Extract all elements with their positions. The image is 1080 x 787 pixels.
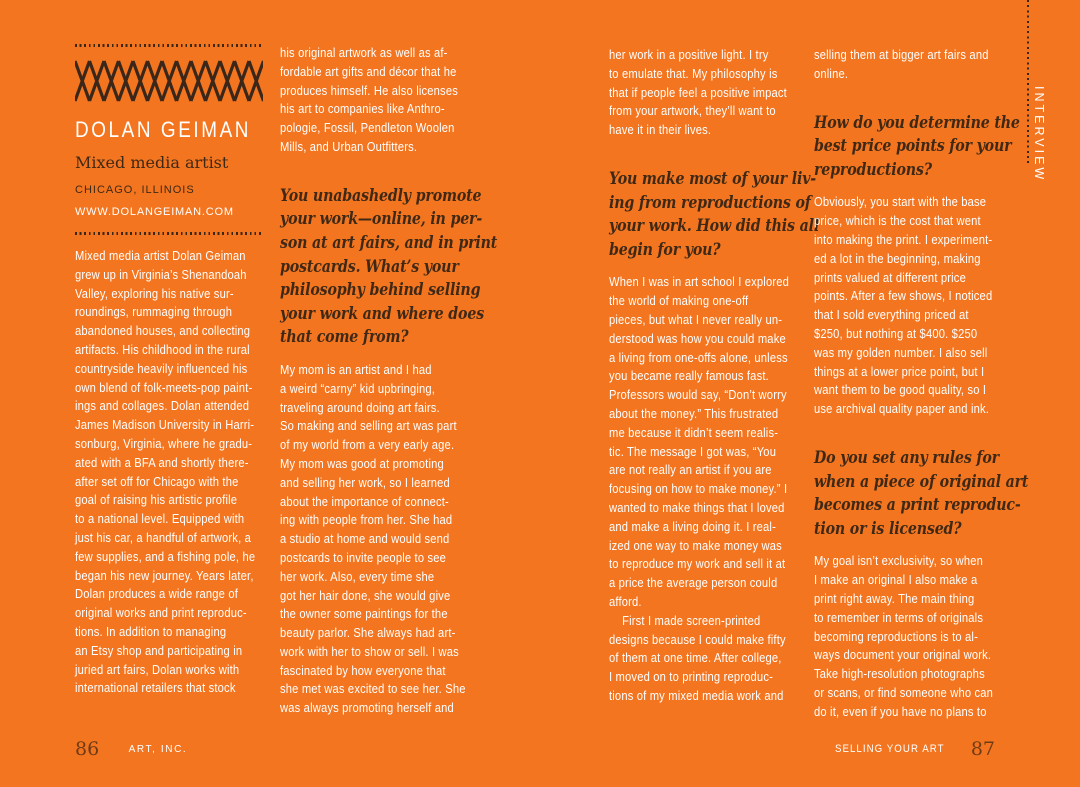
paragraph — [75, 247, 267, 698]
text-line: that if people feel a positive impact — [609, 84, 787, 100]
text-line: ated with a BFA and shortly there- — [75, 454, 249, 470]
chapter-title: SELLING YOUR ART — [834, 743, 945, 755]
text-line: James Madison University in Harri- — [75, 417, 255, 433]
text-line: do it, even if you have no plans to — [814, 703, 987, 719]
paragraph — [609, 273, 801, 705]
text-line: Obviously, you start with the base — [814, 194, 987, 210]
text-line: of them at one time. After college, — [609, 650, 782, 666]
text-line: print right away. The main thing — [814, 590, 975, 606]
text-line: original works and print reproduc- — [75, 605, 247, 621]
column-four — [814, 46, 1029, 721]
text-line: to emulate that. My philosophy is — [609, 65, 778, 81]
text-line: traveling around doing art fairs. — [280, 399, 440, 415]
artist-website: WWW.DOLANGEIMAN.COM — [75, 206, 234, 218]
text-line: after set off for Chicago with the — [75, 473, 239, 489]
book-title: ART, INC. — [128, 744, 188, 755]
text-line: points. After a few shows, I noticed — [814, 288, 993, 304]
text-line: or scans, or find someone who can — [814, 684, 994, 700]
text-line: postcards. What’s your — [280, 256, 459, 276]
text-line: I moved on to printing reproduc- — [609, 669, 773, 685]
text-line: tions. In addition to managing — [75, 623, 227, 639]
text-line: abandoned houses, and collecting — [75, 323, 251, 339]
text-line: she met was excited to see her. She — [280, 681, 466, 697]
text-line: from your artwork, they’ll want to — [609, 103, 776, 119]
text-line: her work. Also, every time she — [280, 568, 435, 584]
x-lattice-pattern-icon — [75, 60, 263, 102]
text-line: Dolan produces a wide range of — [75, 586, 239, 602]
dotted-rule-top — [75, 44, 263, 47]
text-line: an Etsy shop and participating in — [75, 642, 243, 658]
text-line: online. — [814, 65, 849, 81]
text-line: the owner some paintings for the — [280, 606, 448, 622]
text-line: his original artwork as well as af- — [280, 45, 448, 60]
text-line: pieces, but what I never really un- — [609, 311, 783, 327]
text-line: ing from reproductions of — [609, 192, 811, 212]
text-line: that I sold everything priced at — [814, 307, 969, 323]
text-line: a weird “carny” kid upbringing, — [280, 380, 436, 396]
text-line: of my world from a very early age. — [280, 437, 455, 453]
artist-location: CHICAGO, ILLINOIS — [75, 184, 195, 196]
column-intro — [75, 247, 267, 698]
text-line: prints valued at different price — [814, 269, 966, 285]
text-line: me because it didn’t seem realis- — [609, 424, 779, 440]
text-line: I make an original I also make a — [814, 572, 978, 588]
text-line: Take high-resolution photographs — [814, 666, 985, 682]
text-line: a living from one-offs alone, unless — [609, 349, 788, 365]
text-line: My mom was good at promoting — [280, 455, 444, 471]
text-line: work with her to show or sell. I was — [280, 643, 459, 659]
page-number-right: 87 — [970, 738, 995, 760]
paragraph — [280, 361, 472, 718]
column-two — [280, 44, 498, 718]
text-line: reproductions? — [814, 159, 932, 179]
interview-question — [814, 446, 1029, 540]
text-line: roundings, rummaging through — [75, 304, 233, 320]
paragraph — [814, 552, 1006, 721]
text-line: becoming reproductions is to al- — [814, 628, 978, 644]
text-line: How do you determine the — [814, 112, 1020, 132]
text-line: philosophy behind selling — [280, 280, 481, 300]
text-line: goal of raising his artistic profile — [75, 492, 238, 508]
text-line: beauty parlor. She always had art- — [280, 625, 456, 641]
text-line: ing with people from her. She had — [280, 512, 453, 528]
text-line: ings and collages. Dolan attended — [75, 398, 250, 414]
text-line: a studio at home and would send — [280, 531, 450, 547]
text-line: about the importance of connect- — [280, 493, 449, 509]
text-line: Do you set any rules for — [814, 447, 999, 467]
footer-left — [75, 738, 187, 760]
text-line: his art to companies like Anthro- — [280, 101, 445, 117]
chapter-tab-label: INTERVIEW — [1032, 86, 1046, 183]
text-line: you became really famous fast. — [609, 368, 769, 384]
text-line: You make most of your liv- — [609, 168, 816, 188]
text-line: You unabashedly promote — [280, 185, 482, 205]
text-line: have it in their lives. — [609, 122, 712, 138]
text-line: your work and where does — [280, 303, 485, 323]
page-number-left: 86 — [75, 738, 100, 760]
text-line: countryside heavily influenced his — [75, 360, 248, 376]
text-line: began his new journey. Years later, — [75, 567, 254, 583]
artist-name: DOLAN GEIMAN — [75, 117, 252, 142]
text-line: derstood was how you could make — [609, 330, 786, 346]
text-line: sonburg, Virginia, where he gradu- — [75, 435, 253, 451]
text-line: son at art fairs, and in print — [280, 232, 498, 252]
text-line: to a national level. Equipped with — [75, 511, 245, 527]
text-line: got her hair done, she would give — [280, 587, 451, 603]
text-line: selling them at bigger art fairs and — [814, 47, 989, 62]
text-line: begin for you? — [609, 239, 721, 259]
paragraph — [814, 193, 1006, 419]
text-line: ed a lot in the beginning, making — [814, 250, 981, 266]
interview-question — [814, 111, 1020, 182]
paragraph — [280, 44, 472, 157]
text-line: $250, but nothing at $400. $250 — [814, 325, 978, 341]
text-line: to remember in terms of originals — [814, 609, 984, 625]
text-line: that come from? — [280, 327, 409, 347]
text-line: My goal isn’t exclusivity, so when — [814, 553, 984, 569]
text-line: Professors would say, “Don’t worry — [609, 387, 787, 403]
text-line: ized one way to make money was — [609, 537, 782, 553]
text-line: into making the print. I experiment- — [814, 231, 993, 247]
text-line: When I was in art school I explored — [609, 274, 790, 290]
text-line: tic. The message I got was, “You — [609, 443, 777, 459]
text-line: ways document your original work. — [814, 647, 992, 663]
text-line: Mills, and Urban Outfitters. — [280, 138, 418, 154]
text-line: Valley, exploring his native sur- — [75, 285, 234, 301]
interview-question — [280, 184, 498, 349]
text-line: becomes a print reproduc- — [814, 495, 1021, 515]
text-line: fascinated by how everyone that — [280, 662, 446, 678]
text-line: tions of my mixed media work and — [609, 687, 784, 703]
text-line: her work in a positive light. I try — [609, 47, 769, 62]
text-line: Mixed media artist Dolan Geiman — [75, 248, 246, 263]
text-line: My mom is an artist and I had — [280, 361, 432, 377]
text-line: just his car, a handful of artwork, a — [75, 529, 252, 545]
text-line: best price points for your — [814, 136, 1012, 156]
text-line: juried art fairs, Dolan works with — [75, 661, 240, 677]
text-line: focusing on how to make money.” I — [609, 481, 788, 497]
text-line: was my golden number. I also sell — [814, 344, 988, 360]
text-line: was always promoting herself and — [280, 700, 454, 716]
text-line: when a piece of original art — [814, 471, 1029, 491]
text-line: own blend of folk-meets-pop paint- — [75, 379, 253, 395]
text-line: price, which is the cost that went — [814, 213, 981, 229]
dotted-rule-bottom — [75, 232, 263, 235]
text-line: international retailers that stock — [75, 680, 236, 696]
text-line: and selling her work, so I learned — [280, 474, 450, 490]
text-line: grew up in Virginia’s Shenandoah — [75, 266, 247, 282]
text-line: postcards to invite people to see — [280, 549, 447, 565]
text-line: and make a living doing it. I real- — [609, 518, 776, 534]
artist-profile-header — [75, 44, 263, 235]
text-line: things at a lower price point, but I — [814, 363, 985, 379]
text-line: few supplies, and a fishing pole, he — [75, 548, 256, 564]
text-line: designs because I could make fifty — [609, 631, 786, 647]
text-line: your work. How did this all — [609, 216, 820, 236]
text-line: pologie, Fossil, Pendleton Woolen — [280, 120, 455, 136]
text-line: tion or is licensed? — [814, 518, 962, 538]
artist-role: Mixed media artist — [75, 153, 229, 172]
text-line: the world of making one-off — [609, 293, 749, 309]
text-line: fordable art gifts and décor that he — [280, 63, 457, 79]
text-line: So making and selling art was part — [280, 418, 457, 434]
text-line: wanted to make things that I loved — [609, 499, 785, 515]
dotted-rule-vertical — [1027, 0, 1029, 163]
paragraph — [609, 46, 801, 140]
interview-question — [609, 167, 820, 261]
text-line: First I made screen-printed — [609, 612, 761, 628]
text-line: artifacts. His childhood in the rural — [75, 341, 250, 357]
text-line: use archival quality paper and ink. — [814, 401, 990, 417]
text-line: your work—online, in per- — [280, 209, 483, 229]
text-line: to reproduce my work and sell it at — [609, 556, 786, 572]
text-line: produces himself. He also licenses — [280, 82, 458, 98]
column-three — [609, 46, 820, 706]
text-line: afford. — [609, 593, 642, 609]
text-line: a price the average person could — [609, 575, 778, 591]
footer-right — [820, 738, 995, 760]
paragraph — [814, 46, 1006, 84]
text-line: are not really an artist if you are — [609, 462, 772, 478]
text-line: about the money.” This frustrated — [609, 405, 779, 421]
text-line: want them to be good quality, so I — [814, 382, 987, 398]
